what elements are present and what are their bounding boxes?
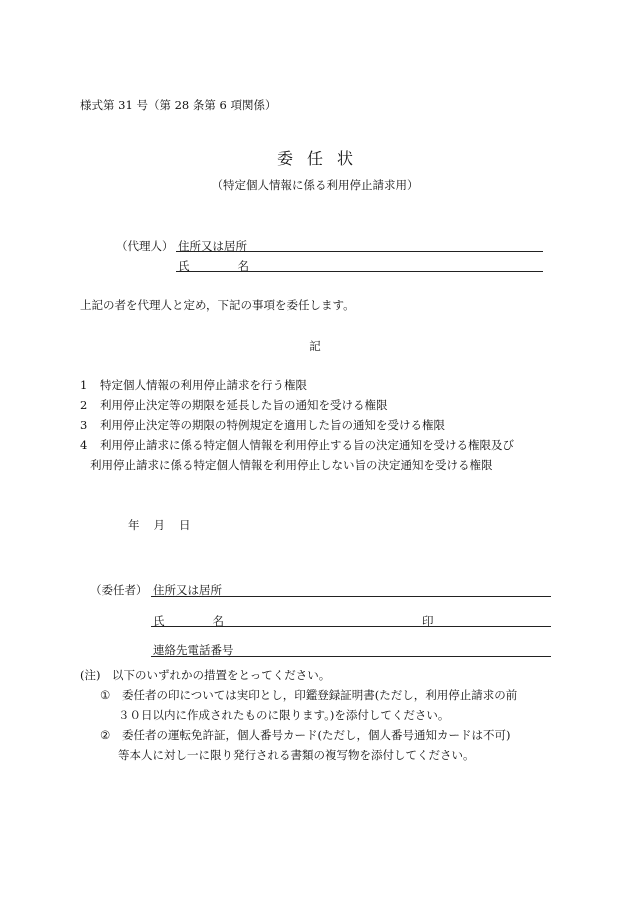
principal-address-label: 住所又は居所 — [153, 583, 222, 597]
principal-name-line — [151, 626, 551, 627]
note-2-mark: ② — [100, 728, 111, 742]
form-number: 様式第 31 号（第 28 条第 6 項関係） — [80, 98, 277, 112]
note-1-mark: ① — [100, 688, 111, 702]
agent-name-label-1: 氏 — [178, 259, 190, 273]
agent-label: （代理人） — [116, 239, 174, 253]
seal-label: 印 — [422, 614, 434, 628]
list-item — [80, 397, 388, 413]
item-number: 1 — [80, 378, 88, 392]
note-2-continuation: 等本人に対し一に限り発行される書類の複写物を添付してください。 — [118, 748, 475, 762]
item-number: 3 — [80, 418, 88, 432]
note-1 — [100, 687, 517, 703]
note-label: (注) 以下のいずれかの措置をとってください。 — [80, 668, 331, 682]
list-item — [80, 377, 307, 393]
principal-phone-label: 連絡先電話番号 — [153, 643, 234, 657]
agent-address-line — [176, 251, 543, 252]
principal-name-label-1: 氏 — [153, 614, 165, 628]
note-2 — [100, 727, 510, 743]
list-item — [80, 437, 514, 453]
date-month: 月 — [153, 518, 165, 532]
item-number: 4 — [80, 438, 88, 452]
ki-mark: 記 — [309, 339, 321, 353]
note-1-text: 委任者の印については実印とし，印鑑登録証明書(ただし，利用停止請求の前 — [122, 688, 518, 702]
item-4-continuation: 利用停止請求に係る特定個人情報を利用停止しない旨の決定通知を受ける権限 — [90, 458, 493, 472]
principal-label: （委任者） — [90, 583, 148, 597]
item-text: 利用停止決定等の期限を延長した旨の通知を受ける権限 — [100, 398, 388, 412]
item-text: 利用停止請求に係る特定個人情報を利用停止する旨の決定通知を受ける権限及び — [100, 438, 514, 452]
delegation-sentence: 上記の者を代理人と定め，下記の事項を委任します。 — [80, 298, 355, 312]
date-year: 年 — [128, 518, 140, 532]
item-text: 利用停止決定等の期限の特例規定を適用した旨の通知を受ける権限 — [100, 418, 445, 432]
principal-name-label-2: 名 — [212, 614, 224, 628]
page-title: 委任状 — [276, 149, 367, 168]
principal-phone-line — [151, 656, 551, 657]
list-item — [80, 417, 445, 433]
item-number: 2 — [80, 398, 88, 412]
agent-name-label-2: 名 — [237, 259, 249, 273]
note-1-continuation: ３０日以内に作成されたものに限ります。)を添付してください。 — [118, 708, 450, 722]
item-text: 特定個人情報の利用停止請求を行う権限 — [100, 378, 307, 392]
note-2-text: 委任者の運転免許証，個人番号カード(ただし，個人番号通知カードは不可) — [122, 728, 511, 742]
date-day: 日 — [179, 518, 191, 532]
page-subtitle: （特定個人情報に係る利用停止請求用） — [211, 178, 419, 192]
agent-address-label: 住所又は居所 — [178, 239, 247, 253]
principal-address-line — [151, 596, 551, 597]
agent-name-line — [176, 271, 543, 272]
date-line — [128, 517, 205, 533]
